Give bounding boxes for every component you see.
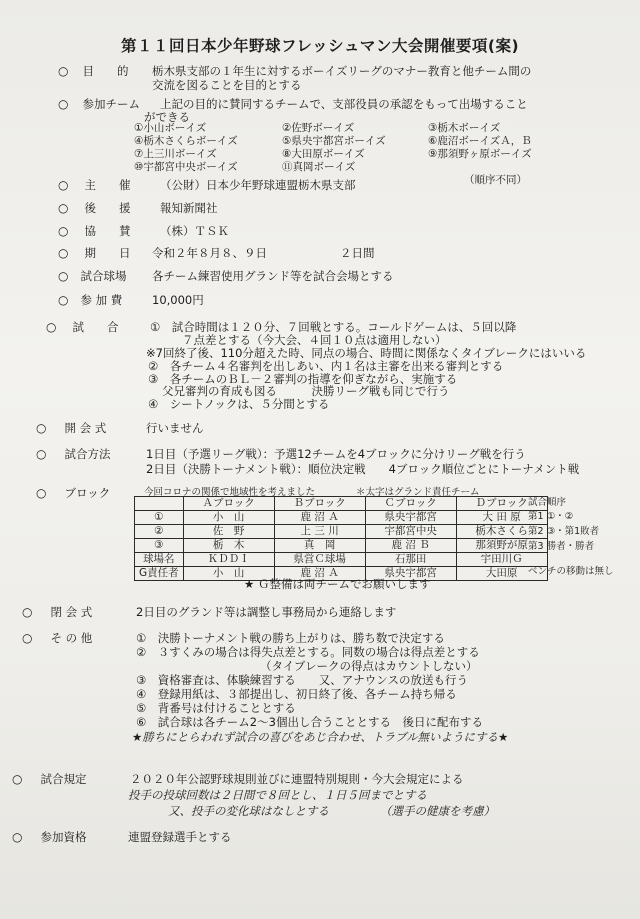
game-line: ④ シートノックは、５分間とする <box>148 397 330 411</box>
table-row <box>135 511 548 525</box>
team-item: ⑦上三川ボーイズ <box>134 148 217 160</box>
method-line: 2日目（決勝トーナメント戦）：順位決定戦 4ブロック順位ごとにトーナメント戦 <box>146 462 580 476</box>
item-host-label: ○ 主 催 <box>58 178 131 192</box>
team-item: ④栃木さくらボーイズ <box>134 135 238 147</box>
document-title: 第１１回日本少年野球フレッシュマン大会開催要項(案) <box>120 37 520 55</box>
table-row <box>135 553 548 567</box>
table-cell: 上 三 川 <box>274 525 365 539</box>
rules-note: （選手の健康を考慮） <box>380 804 495 818</box>
item-venue-label: ○ 試合球場 <box>58 269 127 283</box>
other-line: ★勝ちにとらわれず試合の喜びをあじ合わせ、トラブル無いようにする★ <box>132 730 509 744</box>
table-cell: 那須野が原 <box>456 539 547 553</box>
team-item: ⑧大田原ボーイズ <box>282 148 365 160</box>
table-cell: 佐 野 <box>183 525 274 539</box>
rules-line: ２０２０年公認野球規則並びに連盟特別規則・今大会規定による <box>130 772 464 786</box>
table-cell <box>135 497 184 511</box>
team-item: ⑩宇都宮中央ボーイズ <box>134 161 238 173</box>
purpose-text-1: 栃木県支部の１年生に対するボーイズリーグのマナー教育と他チーム間の <box>152 64 532 78</box>
other-line: ④ 登録用紙は、３部提出し、初日終了後、各チーム持ち帰る <box>136 687 457 701</box>
table-cell: 宇都宮中央 <box>365 525 456 539</box>
teams-text-1: 上記の目的に賛同するチームで、支部役員の承認をもって出場すること <box>160 97 528 111</box>
table-cell: ＫＤＤＩ <box>183 553 274 567</box>
table-cell: 大田原 <box>456 567 547 581</box>
closing-text: 2日目のグランド等は調整し事務局から連絡します <box>136 605 397 619</box>
item-fee-label: ○ 参 加 費 <box>58 293 123 307</box>
item-eligibility-label: ○ 参加資格 <box>12 830 87 844</box>
item-sponsor-label: ○ 協 賛 <box>58 224 131 238</box>
host-text: （公財）日本少年野球連盟栃木県支部 <box>160 178 356 192</box>
table-cell: 県央宇都宮 <box>365 511 456 525</box>
other-line: ③ 資格審査は、体験練習する 又、アナウンスの放送も行う <box>136 673 468 687</box>
item-teams-label: ○ 参加チーム <box>58 97 140 111</box>
rules-line: 又、投手の変化球はなしとする <box>168 804 329 818</box>
item-purpose-label: ○ 目 的 <box>58 64 129 78</box>
opening-text: 行いません <box>146 421 204 435</box>
table-cell: G責任者 <box>135 567 184 581</box>
match-order-line: 第3 勝者・勝者 <box>528 541 595 552</box>
date-duration: ２日間 <box>340 246 375 260</box>
item-closing-label: ○ 閉 会 式 <box>22 605 93 619</box>
table-cell: ② <box>135 525 184 539</box>
item-rules-label: ○ 試合規定 <box>12 772 87 786</box>
game-line: ７点差とする（今大会、４回１０点は適用しない） <box>182 333 447 347</box>
table-cell: 栃 木 <box>183 539 274 553</box>
game-line: ※7回終了後、110分超えた時、同点の場合、時間に関係なくタイブレークにはいいる <box>146 346 587 360</box>
rules-line: 投手の投球回数は２日間で８回とし、１日５回までとする <box>128 788 427 802</box>
table-cell: 宇田川Ｇ <box>456 553 547 567</box>
table-cell: ③ <box>135 539 184 553</box>
table-cell: 真 岡 <box>274 539 365 553</box>
other-line: （タイブレークの得点はカウントしない） <box>260 659 478 673</box>
purpose-text-2: 交流を図ることを目的とする <box>152 78 302 92</box>
team-item: ⑤県央宇都宮ボーイズ <box>282 135 386 147</box>
table-cell: 栃木さくら <box>456 525 547 539</box>
team-item: ⑪真岡ボーイズ <box>282 161 356 173</box>
table-header: Ｂブロック <box>274 497 365 511</box>
team-item: ⑨那須野ヶ原ボーイズ <box>428 148 532 160</box>
game-line: ① 試合時間は１２０分、７回戦とする。コールドゲームは、５回以降 <box>150 320 517 334</box>
fee-text: 10,000円 <box>152 293 204 307</box>
table-cell: 県央宇都宮 <box>365 567 456 581</box>
table-header: Ｄブロック <box>456 497 547 511</box>
item-game-label: ○ 試 合 <box>46 320 119 334</box>
item-opening-label: ○ 開 会 式 <box>36 421 107 435</box>
team-order-note: （順序不同） <box>464 174 527 186</box>
other-line: ② ３すくみの場合は得失点差とする。同数の場合は得点差とする <box>136 645 480 659</box>
item-date-label: ○ 期 日 <box>58 246 131 260</box>
team-item: ②佐野ボーイズ <box>282 122 355 134</box>
block-table <box>134 496 548 581</box>
team-item: ⑥鹿沼ボーイズＡ，Ｂ <box>428 135 532 147</box>
table-cell: 鹿 沼 Ａ <box>274 567 365 581</box>
item-support-label: ○ 後 援 <box>58 201 131 215</box>
game-line: ② 各チーム４名審判を出しあい、内１名は主審を出来る審判とする <box>148 359 504 373</box>
table-cell: 球場名 <box>135 553 184 567</box>
table-cell: 鹿 沼 Ｂ <box>365 539 456 553</box>
ground-note: ★ Ｇ整備は両チームでお願いします <box>244 577 431 591</box>
eligibility-text: 連盟登録選手とする <box>128 830 232 844</box>
table-cell: 県営Ｃ球場 <box>274 553 365 567</box>
other-line: ⑥ 試合球は各チーム2～3個出し合うこととする 後日に配布する <box>136 715 483 729</box>
team-item: ①小山ボーイズ <box>134 122 207 134</box>
bench-note: ベンチの移動は無し <box>528 566 614 577</box>
game-line: ③ 各チームのＢＬ－２審判の指導を仰ぎながら、実施する <box>148 372 458 386</box>
table-header: Ａブロック <box>183 497 274 511</box>
match-order-line: 第2 ③・第1敗者 <box>528 526 600 537</box>
table-cell: 小 山 <box>183 511 274 525</box>
block-note-left: 今回コロナの関係で地域性を考えました <box>144 487 316 498</box>
other-line: ① 決勝トーナメント戦の勝ち上がりは、勝ち数で決定する <box>136 631 445 645</box>
item-other-label: ○ そ の 他 <box>22 631 93 645</box>
venue-text: 各チーム練習使用グランド等を試合会場とする <box>152 269 394 283</box>
match-order-line: 第1 ①・② <box>528 511 574 522</box>
teams-text-2: ができる <box>144 110 190 124</box>
sponsor-text: （株）ＴＳＫ <box>160 224 229 238</box>
item-block-label: ○ ブロック <box>36 486 111 500</box>
other-line: ⑤ 背番号は付けることとする <box>136 701 296 715</box>
table-row <box>135 525 548 539</box>
table-cell: 小 山 <box>183 567 274 581</box>
match-order-title: 試合順序 <box>528 497 567 508</box>
support-text: 報知新聞社 <box>160 201 218 215</box>
table-cell: 鹿 沼 Ａ <box>274 511 365 525</box>
game-line: 父兄審判の育成も図る 決勝リーグ戦も同じで行う <box>162 384 450 398</box>
table-header: Ｃブロック <box>365 497 456 511</box>
date-text: 令和２年８月８、９日 <box>152 246 267 260</box>
team-item: ③栃木ボーイズ <box>428 122 501 134</box>
table-cell: ① <box>135 511 184 525</box>
method-line: 1日目（予選リーグ戦）：予選12チームを4ブロックに分けリーグ戦を行う <box>146 447 526 461</box>
table-row <box>135 539 548 553</box>
table-cell: 石那田 <box>365 553 456 567</box>
item-method-label: ○ 試合方法 <box>36 447 111 461</box>
block-note-right: ＊太字はグランド責任チーム <box>356 487 480 498</box>
table-cell: 大 田 原 <box>456 511 547 525</box>
